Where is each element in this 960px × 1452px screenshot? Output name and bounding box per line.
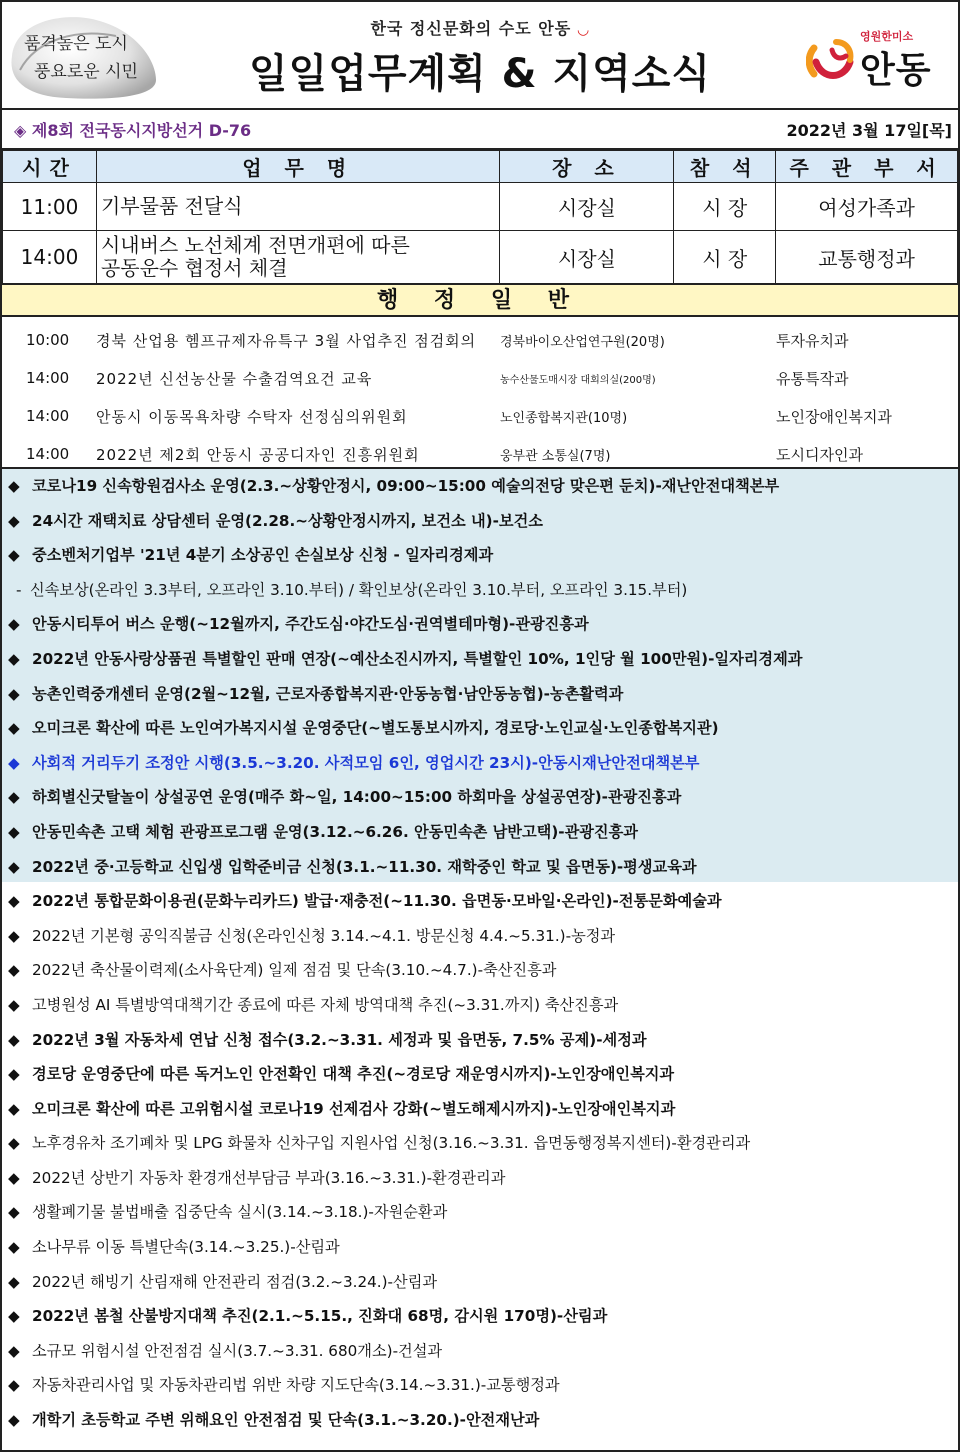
local-news-list (2, 469, 958, 1438)
table-row (3, 231, 958, 284)
list-item (2, 435, 958, 473)
news-text: 중소벤처기업부 '21년 4분기 소상공인 손실보상 신청 - 일자리경제과 (32, 546, 494, 565)
list-item (8, 1057, 958, 1092)
list-item (8, 919, 958, 954)
diamond-bullet-icon: ◆ (8, 961, 20, 980)
diamond-bullet-icon: ◆ (8, 788, 20, 807)
logo-city-name: 안동 (860, 50, 932, 91)
election-dday-bar (2, 110, 958, 150)
page-title: 일일업무계획 & 지역소식 (248, 51, 712, 97)
news-text: 2022년 3월 자동차세 연납 신청 접수(3.2.~3.31. 세정과 및 읍면동, 7.5% 공제)-세정과 (32, 1030, 647, 1049)
list-item (8, 1299, 958, 1334)
news-text: 2022년 축산물이력제(소사육단계) 일제 점검 및 단속(3.10.~4.7.)-축산진흥과 (32, 961, 557, 980)
diamond-bullet-icon: ◆ (8, 1272, 20, 1291)
news-text: 자동차관리사업 및 자동차관리법 위반 차량 지도단속(3.14.~3.31.)-교통행정과 (32, 1376, 560, 1395)
list-item (8, 1334, 958, 1369)
list-item (2, 397, 958, 435)
admin-place: 노인종합복지관(10명) (500, 410, 628, 426)
admin-task: 안동시 이동목욕차량 수탁자 선정심의위원회 (96, 407, 408, 426)
admin-dept: 투자유치과 (776, 331, 849, 350)
list-item (8, 953, 958, 988)
schedule-task-line-2: 공동운수 협정서 체결 (100, 256, 288, 280)
news-text: 신속보상(온라인 3.3부터, 오프라인 3.10.부터) / 확인보상(온라인 3.10.부터, 오프라인 3.15.부터) (30, 580, 688, 599)
schedule-time: 14:00 (3, 231, 97, 284)
schedule-dept: 여성가족과 (776, 183, 958, 231)
diamond-bullet-icon: ◆ (8, 477, 20, 495)
diamond-bullet-icon: ◆ (8, 995, 20, 1014)
news-text: 소나무류 이동 특별단속(3.14.~3.25.)-산림과 (32, 1238, 340, 1257)
list-item (8, 538, 958, 573)
news-text: 생활폐기물 불법배출 집중단속 실시(3.14.~3.18.)-자원순환과 (32, 1203, 448, 1222)
news-text: 2022년 봄철 산불방지대책 추진(2.1.~5.15., 진화대 68명, 감시원 170명)-산림과 (32, 1307, 608, 1326)
admin-time: 10:00 (26, 331, 70, 349)
schedule-task: 기부물품 전달식 (96, 183, 500, 231)
diamond-bullet-icon: ◆ (8, 1203, 20, 1222)
schedule-place: 시장실 (500, 183, 674, 231)
admin-section-heading: 행 정 일 반 (2, 284, 958, 317)
news-text: 24시간 재택치료 상담센터 운영(2.28.~상황안정시까지, 보건소 내)-보건소 (32, 511, 543, 530)
schedule-task-line-1: 시내버스 노선체계 전면개편에 따른 (100, 233, 410, 257)
col-header-time: 시간 (3, 151, 97, 183)
admin-place: 농수산물도매시장 대회의실(200명) (500, 374, 656, 386)
news-text: 개학기 초등학교 주변 위해요인 안전점검 및 단속(3.1.~3.20.)-안전재난과 (32, 1411, 540, 1430)
diamond-bullet-icon: ◆ (8, 1307, 20, 1326)
col-header-attendee: 참 석 (674, 151, 776, 183)
list-item (8, 1161, 958, 1196)
diamond-bullet-icon: ◆ (8, 1341, 20, 1360)
diamond-bullet-icon: ◆ (8, 684, 20, 703)
news-text: 2022년 상반기 자동차 환경개선부담금 부과(3.16.~3.31.)-환경관리과 (32, 1168, 506, 1187)
diamond-bullet-icon: ◆ (8, 1411, 20, 1430)
diamond-bullet-icon: ◆ (8, 1134, 20, 1153)
list-item (8, 469, 958, 504)
list-item (8, 1195, 958, 1230)
schedule-attendee: 시 장 (674, 183, 776, 231)
admin-place: 웅부관 소통실(7명) (500, 448, 611, 464)
diamond-bullet-icon: ◆ (8, 511, 20, 530)
list-item (8, 711, 958, 746)
subtitle-text: 한국 정신문화의 수도 안동 (370, 19, 572, 38)
news-text: 안동시티투어 버스 운행(~12월까지, 주간도심·야간도심·권역별테마형)-관광진흥과 (32, 615, 589, 634)
diamond-bullet-icon: ◆ (8, 857, 20, 876)
news-text: 소규모 위험시설 안전점검 실시(3.7.~3.31. 680개소)-건설과 (32, 1341, 443, 1360)
admin-dept: 유통특작과 (776, 369, 849, 388)
news-text: 안동민속촌 고택 체험 관광프로그램 운영(3.12.~6.26. 안동민속촌 남반고택)-관광진흥과 (32, 822, 638, 841)
diamond-bullet-icon: ◆ (8, 822, 20, 841)
col-header-task: 업 무 명 (96, 151, 500, 183)
mayor-schedule-table (2, 150, 958, 284)
diamond-bullet-icon: ◆ (8, 1168, 20, 1187)
list-item (8, 815, 958, 850)
slogan-line-2: 풍요로운 시민 (34, 62, 138, 82)
list-item (8, 780, 958, 815)
election-dday: ◈ 제8회 전국동시지방선거 D-76 (14, 120, 252, 140)
list-item (2, 359, 958, 397)
diamond-bullet-icon: ◆ (8, 753, 20, 772)
list-item (8, 850, 958, 885)
col-header-dept: 주 관 부 서 (776, 151, 958, 183)
dash-bullet-icon: - (16, 580, 22, 599)
list-item (2, 321, 958, 359)
logo-tagline: 영원한미소 (860, 30, 914, 43)
news-text: 2022년 안동사랑상품권 특별할인 판매 연장(~예산소진시까지, 특별할인 10%, 1인당 월 100만원)-일자리경제과 (32, 649, 803, 668)
admin-time: 14:00 (26, 407, 70, 425)
admin-time: 14:00 (26, 369, 70, 387)
news-text: 2022년 통합문화이용권(문화누리카드) 발급·재충전(~11.30. 읍면동·모바일·온라인)-전통문화예술과 (32, 892, 722, 911)
list-item (8, 607, 958, 642)
list-item (8, 573, 958, 608)
diamond-bullet-icon: ◆ (8, 1030, 20, 1049)
slogan-line-1: 품격높은 도시 (24, 34, 128, 54)
admin-task: 2022년 제2회 안동시 공공디자인 진흥위원회 (96, 445, 420, 464)
schedule-time: 11:00 (3, 183, 97, 231)
col-header-place: 장 소 (500, 151, 674, 183)
schedule-place: 시장실 (500, 231, 674, 284)
admin-time: 14:00 (26, 445, 70, 463)
list-item (8, 504, 958, 539)
news-text: 2022년 기본형 공익직불금 신청(온라인신청 3.14.~4.1. 방문신청 4.4.~5.31.)-농정과 (32, 926, 616, 945)
news-text: 경로당 운영중단에 따른 독거노인 안전확인 대책 추진(~경로당 재운영시까지)-노인장애인복지과 (32, 1065, 675, 1084)
list-item (8, 1230, 958, 1265)
diamond-bullet-icon: ◆ (8, 1238, 20, 1257)
schedule-attendee: 시 장 (674, 231, 776, 284)
list-item (8, 746, 958, 781)
news-text: 농촌인력중개센터 운영(2월~12월, 근로자종합복지관·안동농협·남안동농협)-농촌활력과 (32, 684, 624, 703)
news-text: 하회별신굿탈놀이 상설공연 운영(매주 화~일, 14:00~15:00 하회마을 상설공연장)-관광진흥과 (32, 788, 682, 807)
local-news-section (2, 469, 958, 1438)
diamond-bullet-icon: ◆ (8, 546, 20, 565)
admin-place: 경북바이오산업연구원(20명) (500, 334, 665, 350)
list-item (8, 1092, 958, 1127)
document-date: 2022년 3월 17일[목] (786, 120, 952, 140)
document-header (2, 2, 958, 110)
smile-mark-icon: ◡ (577, 22, 590, 38)
admin-task: 2022년 신선농산물 수출검역요건 교육 (96, 369, 373, 388)
news-text: 2022년 해빙기 산림재해 안전관리 점검(3.2.~3.24.)-산림과 (32, 1272, 438, 1291)
news-text: 오미크론 확산에 따른 고위험시설 코로나19 선제검사 강화(~별도해제시까지)-노인장애인복지과 (32, 1099, 676, 1118)
list-item (8, 677, 958, 712)
schedule-dept: 교통행정과 (776, 231, 958, 284)
andong-smile-icon (806, 34, 858, 86)
list-item (8, 1403, 958, 1438)
news-text: 사회적 거리두기 조정안 시행(3.5.~3.20. 사적모임 6인, 영업시간 23시)-안동시재난안전대책본부 (32, 753, 700, 772)
list-item (8, 988, 958, 1023)
diamond-bullet-icon: ◆ (8, 892, 20, 911)
news-text: 노후경유차 조기폐차 및 LPG 화물차 신차구입 지원사업 신청(3.16.~3.31. 읍면동행정복지센터)-환경관리과 (32, 1134, 751, 1153)
news-text: 고병원성 AI 특별방역대책기간 종료에 따른 자체 방역대책 추진(~3.31.까지) 축산진흥과 (32, 995, 619, 1014)
news-text: 오미크론 확산에 따른 노인여가복지시설 운영중단(~별도통보시까지, 경로당·노인교실·노인종합복지관) (32, 719, 719, 738)
andong-logo (806, 26, 936, 92)
list-item (8, 1265, 958, 1300)
diamond-bullet-icon: ◆ (8, 1065, 20, 1084)
schedule-header-row (3, 151, 958, 183)
diamond-bullet-icon: ◆ (8, 1376, 20, 1395)
table-row (3, 183, 958, 231)
list-item (8, 1368, 958, 1403)
diamond-bullet-icon: ◆ (8, 1099, 20, 1118)
news-text: 2022년 중·고등학교 신입생 입학준비금 신청(3.1.~11.30. 재학중인 학교 및 읍면동)-평생교육과 (32, 857, 697, 876)
schedule-task (96, 231, 500, 284)
list-item (8, 1023, 958, 1058)
diamond-bullet-icon: ◆ (8, 719, 20, 738)
admin-task: 경북 산업용 헴프규제자유특구 3월 사업추진 점검회의 (96, 331, 477, 350)
news-text: 코로나19 신속항원검사소 운영(2.3.~상황안정시, 09:00~15:00 예술의전당 맞은편 둔치)-재난안전대책본부 (32, 477, 780, 495)
diamond-bullet-icon: ◆ (8, 649, 20, 668)
admin-dept: 도시디자인과 (776, 445, 863, 464)
diamond-bullet-icon: ◆ (8, 926, 20, 945)
admin-dept: 노인장애인복지과 (776, 407, 892, 426)
list-item (8, 884, 958, 919)
list-item (8, 642, 958, 677)
list-item (8, 1126, 958, 1161)
diamond-bullet-icon: ◆ (8, 615, 20, 634)
admin-schedule-list (2, 317, 958, 469)
